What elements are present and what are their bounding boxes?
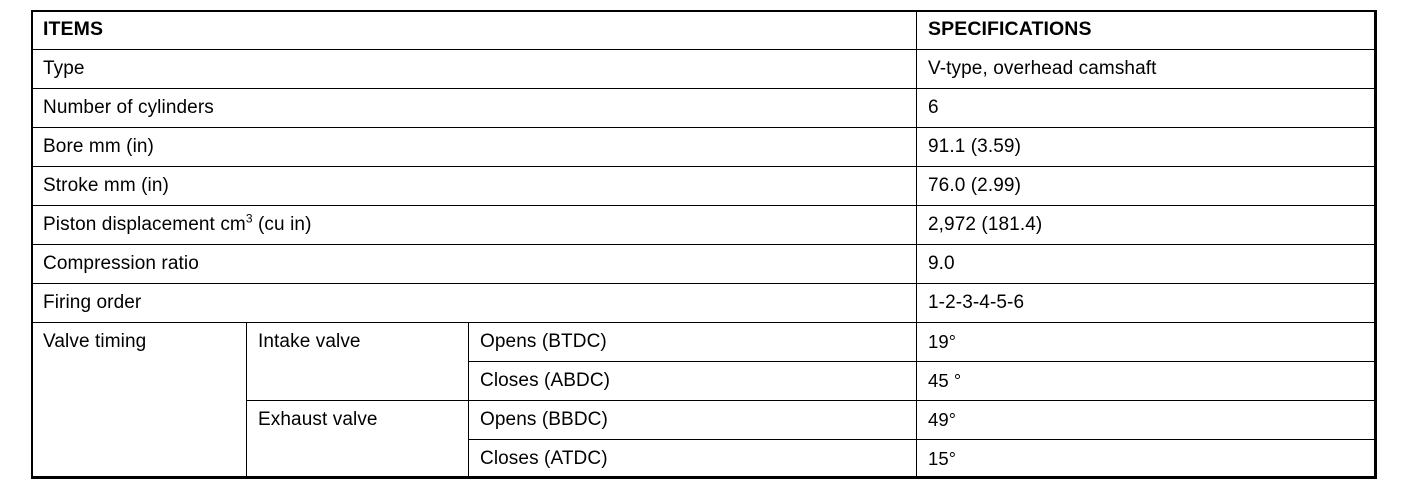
row-value-stroke: 76.0 (2.99) — [917, 167, 1377, 206]
table-row — [32, 284, 1377, 323]
row-value-firing-order: 1-2-3-4-5-6 — [917, 284, 1377, 323]
valve-event-exhaust-opens: Opens (BBDC) — [469, 401, 917, 440]
valve-event-exhaust-closes: Closes (ATDC) — [469, 440, 917, 479]
row-value-compression-ratio: 9.0 — [917, 245, 1377, 284]
valve-group-intake: Intake valve — [247, 323, 469, 401]
row-label-piston-displacement — [32, 206, 917, 245]
valve-group-exhaust: Exhaust valve — [247, 401, 469, 479]
valve-value-intake-closes — [917, 362, 1377, 401]
value-number: 15 — [928, 447, 949, 469]
row-label-number-of-cylinders: Number of cylinders — [32, 89, 917, 128]
row-label-type: Type — [32, 50, 917, 89]
row-value-piston-displacement: 2,972 (181.4) — [917, 206, 1377, 245]
row-label-firing-order: Firing order — [32, 284, 917, 323]
piston-displacement-exponent: 3 — [245, 211, 253, 226]
degree-symbol: ° — [948, 409, 957, 430]
table-row — [32, 89, 1377, 128]
degree-symbol: ° — [948, 331, 957, 352]
table-row-valve-timing — [32, 323, 1377, 362]
row-label-bore: Bore mm (in) — [32, 128, 917, 167]
column-header-items: ITEMS — [32, 11, 917, 50]
table-row — [32, 128, 1377, 167]
valve-event-intake-opens: Opens (BTDC) — [469, 323, 917, 362]
value-number: 45 — [928, 369, 949, 391]
valve-value-exhaust-opens — [917, 401, 1377, 440]
piston-displacement-text: Piston displacement cm — [43, 213, 246, 235]
table-header-row — [32, 11, 1377, 50]
row-value-number-of-cylinders: 6 — [917, 89, 1377, 128]
degree-symbol: ° — [953, 370, 962, 391]
column-header-specifications: SPECIFICATIONS — [917, 11, 1377, 50]
table-row — [32, 50, 1377, 89]
value-number: 19 — [928, 330, 949, 352]
valve-value-intake-opens — [917, 323, 1377, 362]
table-row — [32, 206, 1377, 245]
valve-value-exhaust-closes — [917, 440, 1377, 479]
table-row — [32, 167, 1377, 206]
value-number: 49 — [928, 408, 949, 430]
table-row — [32, 245, 1377, 284]
degree-symbol: ° — [948, 448, 957, 469]
row-value-bore: 91.1 (3.59) — [917, 128, 1377, 167]
engine-specifications-table — [31, 10, 1377, 479]
row-label-compression-ratio: Compression ratio — [32, 245, 917, 284]
piston-displacement-unit: (cu in) — [252, 213, 312, 235]
row-value-type: V-type, overhead camshaft — [917, 50, 1377, 89]
valve-event-intake-closes: Closes (ABDC) — [469, 362, 917, 401]
row-label-valve-timing: Valve timing — [32, 323, 247, 479]
row-label-stroke: Stroke mm (in) — [32, 167, 917, 206]
